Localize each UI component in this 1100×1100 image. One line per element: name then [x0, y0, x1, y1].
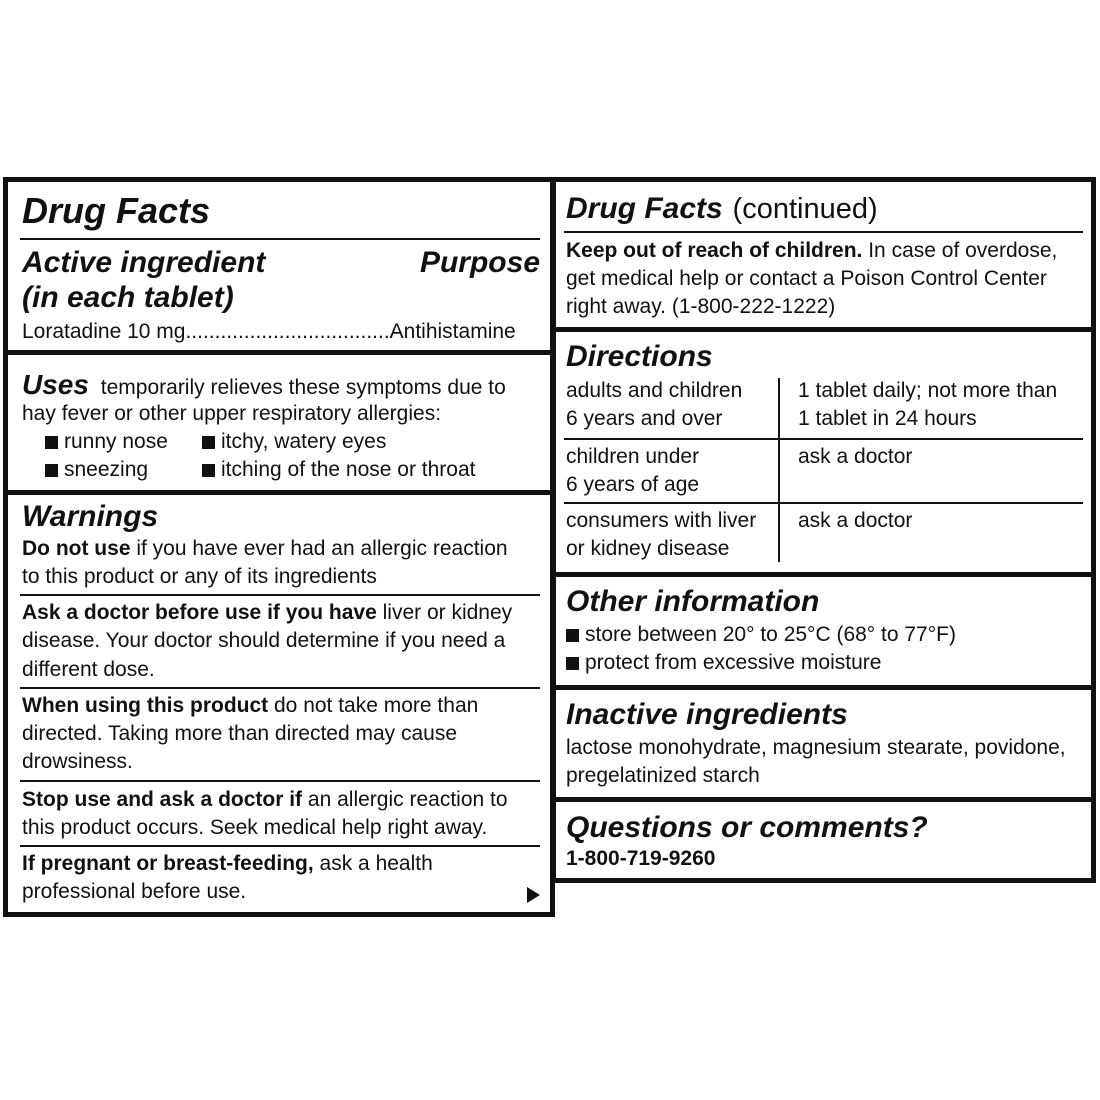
uses-item-1: runny nose [45, 428, 168, 456]
purpose-heading: Purpose [419, 246, 540, 279]
bullet-square-icon [202, 436, 215, 449]
uses-line1 [22, 368, 506, 402]
directions-row2-who1: children under [566, 445, 700, 468]
pregnant-line1: If pregnant or breast-feeding, ask a health [22, 852, 433, 875]
bullet-square-icon [45, 464, 58, 477]
section-divider [556, 685, 1091, 690]
drug-facts-title: Drug Facts [22, 190, 211, 231]
active-ingredient-heading: Active ingredient [22, 246, 266, 279]
other-info-item-1: store between 20° to 25°C (68° to 77°F) [566, 621, 956, 649]
section-divider [556, 327, 1091, 332]
when-using-line1: When using this product do not take more than [22, 694, 479, 717]
directions-row1-dose2: 1 tablet in 24 hours [798, 407, 977, 430]
questions-phone: 1-800-719-9260 [566, 847, 716, 870]
bullet-square-icon [202, 464, 215, 477]
inactive-line2: pregelatinized starch [566, 764, 760, 787]
section-divider [8, 350, 550, 355]
directions-row2-who2: 6 years of age [566, 473, 700, 496]
directions-heading: Directions [566, 340, 713, 373]
section-divider [556, 797, 1091, 802]
other-info-heading: Other information [566, 585, 820, 618]
directions-row3-who2: or kidney disease [566, 537, 730, 560]
directions-row-divider [564, 438, 1083, 440]
warnings-heading: Warnings [22, 500, 159, 533]
warning-divider [20, 687, 540, 689]
uses-text-1: temporarily relieves these symptoms due to [100, 376, 506, 399]
inactive-heading: Inactive ingredients [566, 698, 848, 731]
directions-row1-who2: 6 years and over [566, 407, 723, 430]
stop-use-line2: this product occurs. Seek medical help right away. [22, 816, 488, 839]
title-divider [564, 231, 1083, 233]
drug-facts-panel-left [3, 177, 555, 917]
when-using-line3: drowsiness. [22, 750, 133, 773]
continue-arrow-icon [527, 887, 540, 903]
uses-item-4: itching of the nose or throat [202, 456, 476, 484]
other-info-item-2: protect from excessive moisture [566, 649, 881, 677]
warning-divider [20, 845, 540, 847]
questions-heading: Questions or comments? [566, 811, 928, 844]
drug-facts-continued-title: Drug Facts (continued) [566, 192, 878, 225]
bullet-square-icon [45, 436, 58, 449]
uses-text-2: hay fever or other upper respiratory allergies: [22, 402, 442, 425]
uses-item-2: itchy, watery eyes [202, 428, 386, 456]
section-divider [556, 572, 1091, 577]
ask-doctor-line3: different dose. [22, 658, 155, 681]
pregnant-line2: professional before use. [22, 880, 247, 903]
uses-heading: Uses [22, 369, 89, 400]
keep-out-line2: get medical help or contact a Poison Control Center [566, 267, 1047, 290]
inactive-line1: lactose monohydrate, magnesium stearate, povidone, [566, 736, 1066, 759]
directions-row1-dose1: 1 tablet daily; not more than [798, 379, 1058, 402]
active-ingredient-sub: (in each tablet) [22, 281, 234, 314]
bullet-square-icon [566, 629, 579, 642]
directions-row-divider [564, 502, 1083, 504]
keep-out-line1: Keep out of reach of children. In case of overdose, [566, 239, 1058, 262]
directions-row3-dose1: ask a doctor [798, 509, 913, 532]
when-using-line2: directed. Taking more than directed may cause [22, 722, 458, 745]
keep-out-line3: right away. (1-800-222-1222) [566, 295, 836, 318]
uses-item-3: sneezing [45, 456, 148, 484]
ask-doctor-line2: disease. Your doctor should determine if you need a [22, 629, 506, 652]
drug-facts-panel-right [551, 177, 1096, 883]
ingredient-line: Loratadine 10 mg...................................Antihistamine [22, 320, 516, 343]
warning-divider [20, 780, 540, 782]
directions-row3-who1: consumers with liver [566, 509, 757, 532]
stop-use-line1: Stop use and ask a doctor if an allergic reaction to [22, 788, 508, 811]
bullet-square-icon [566, 657, 579, 670]
do-not-use-line1: Do not use if you have ever had an allergic reaction [22, 537, 508, 560]
warning-divider [20, 594, 540, 596]
directions-column-divider [778, 378, 780, 562]
ask-doctor-line1: Ask a doctor before use if you have liver or kidney [22, 601, 513, 624]
directions-row1-who1: adults and children [566, 379, 743, 402]
title-divider [20, 238, 540, 240]
section-divider [8, 490, 550, 495]
directions-row2-dose1: ask a doctor [798, 445, 913, 468]
do-not-use-line2: to this product or any of its ingredients [22, 565, 377, 588]
